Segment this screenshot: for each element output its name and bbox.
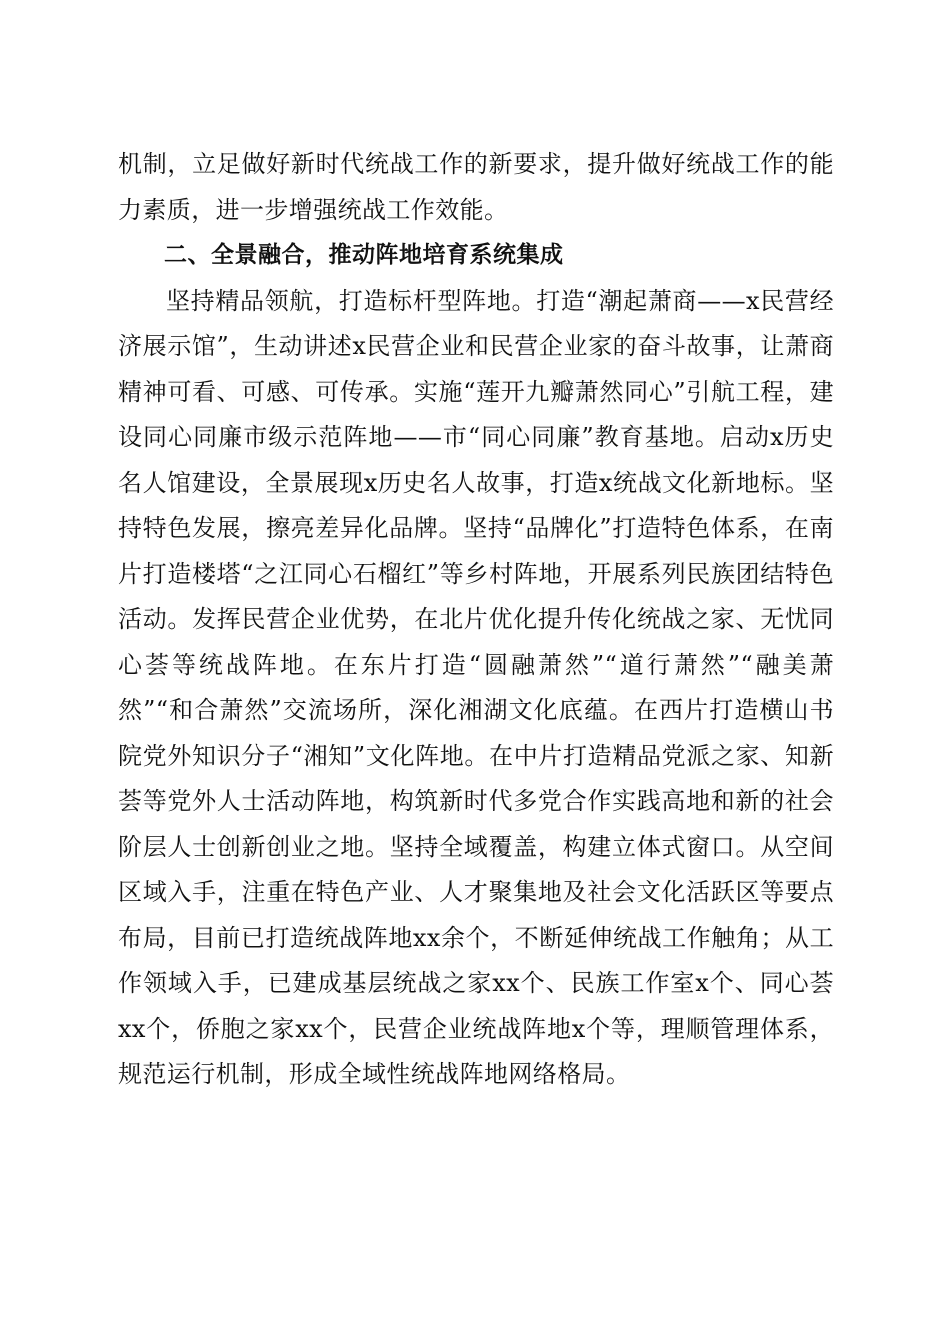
section-heading: 二、全景融合，推动阵地培育系统集成 xyxy=(164,242,564,268)
section-paragraph: 坚持精品领航，打造标杆型阵地。打造“潮起萧商——x民营经济展示馆”，生动讲述x民营企业和民营企业家的奋斗故事，让萧商精神可看、可感、可传承。实施“莲开九瓣萧然同心”引航工程，建设同心同廉市级示范阵地——市“同心同廉”教育基地。启动x历史名人馆建设，全景展现x历史名人故事，打造x统战文化新地标。坚持特色发展，擦亮差异化品牌。坚持“品牌化”打造特色体系，在南片打造楼塔“之江同心石榴红”等乡村阵地，开展系列民族团结特色活动。发挥民营企业优势，在北片优化提升传化统战之家、无忧同心荟等统战阵地。在东片打造“圆融萧然”“道行萧然”“融美萧然”“和合萧然”交流场所，深化湘湖文化底蕴。在西片打造横山书院党外知识分子“湘知”文化阵地。在中片打造精品党派之家、知新荟等党外人士活动阵地，构筑新时代多党合作实践高地和新的社会阶层人士创新创业之地。坚持全域覆盖，构建立体式窗口。从空间区域入手，注重在特色产业、人才聚集地及社会文化活跃区等要点布局，目前已打造统战阵地xx余个，不断延伸统战工作触角；从工作领域入手，已建成基层统战之家xx个、民族工作室x个、同心荟xx个，侨胞之家xx个，民营企业统战阵地x个等，理顺管理体系，规范运行机制，形成全域性统战阵地网络格局。 xyxy=(118,286,834,1088)
continuation-paragraph: 机制，立足做好新时代统战工作的新要求，提升做好统战工作的能力素质，进一步增强统战工作效能。 xyxy=(118,150,834,224)
document-body xyxy=(118,142,834,1098)
